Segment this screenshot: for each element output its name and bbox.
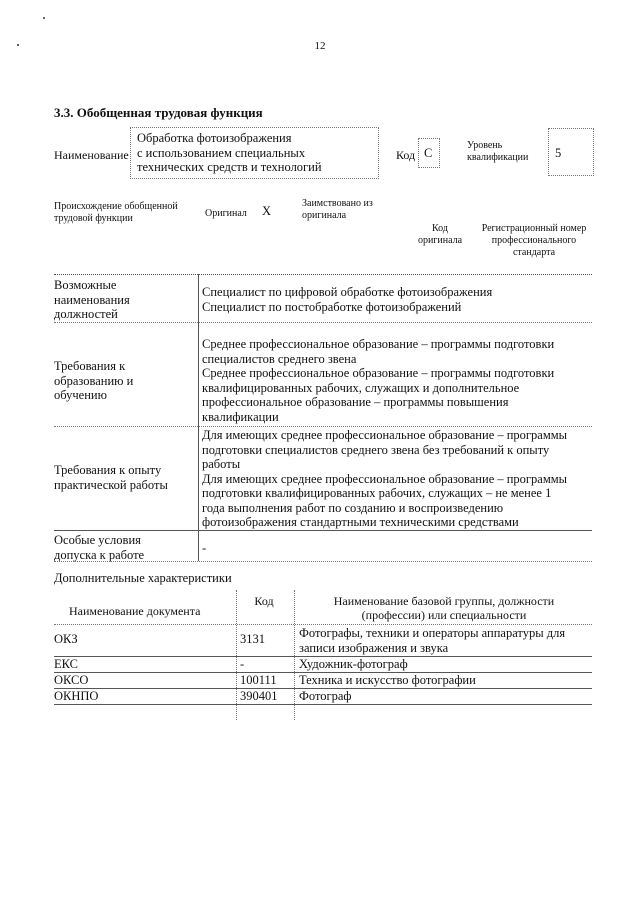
- code-original-line: Код: [432, 223, 448, 234]
- original-label: Оригинал: [205, 208, 247, 219]
- education-value-line: профессиональное образование – программы повышения: [202, 395, 509, 409]
- table-divider: [198, 274, 199, 561]
- table-bottom-border: [54, 561, 592, 562]
- level-value: 5: [555, 146, 562, 160]
- row-code: 3131: [240, 632, 265, 646]
- education-label: [54, 359, 194, 403]
- education-label-line: Требования к: [54, 359, 126, 373]
- reg-number-label: [474, 223, 594, 259]
- level-label-line: Уровень: [467, 140, 503, 151]
- row-code: -: [240, 657, 245, 671]
- education-value-line: квалифицированных рабочих, служащих и дополнительное: [202, 380, 520, 395]
- page-number: 12: [314, 40, 326, 52]
- col-code-header: Код: [254, 594, 274, 608]
- positions-label: [54, 278, 194, 322]
- code-value: C: [424, 146, 433, 160]
- special-label-line: допуска к работе: [54, 547, 145, 562]
- positions-label-line: Возможные: [54, 278, 117, 292]
- name-label: Наименование: [54, 148, 129, 162]
- header-divider: [54, 624, 592, 625]
- level-label: [467, 140, 528, 164]
- table-top-border: [54, 274, 592, 275]
- original-mark: X: [262, 204, 272, 218]
- positions-value-line: Специалист по постобработке фотоизображений: [202, 299, 462, 314]
- experience-value-line: подготовки квалифицированных рабочих, служащих – не менее 1: [202, 486, 552, 500]
- name-value-line: Обработка фотоизображения: [137, 131, 292, 145]
- positions-value: [202, 285, 592, 314]
- row-divider: [54, 322, 592, 323]
- code-value-box: [418, 138, 440, 168]
- additional-title: Дополнительные характеристики: [54, 571, 232, 585]
- experience-label: [54, 463, 194, 492]
- education-value-line: специалистов среднего звена: [202, 351, 357, 366]
- name-value-line: технических средств и технологий: [137, 160, 322, 174]
- row-code: 390401: [240, 689, 278, 703]
- scan-speck: [43, 17, 45, 19]
- col-name-line: Наименование базовой группы, должности: [333, 594, 555, 608]
- row-doc: ЕКС: [54, 657, 78, 671]
- col-divider: [236, 590, 237, 720]
- special-value: -: [202, 541, 207, 555]
- col-divider: [294, 590, 295, 720]
- row-code: 100111: [240, 673, 277, 687]
- experience-value-line: Для имеющих среднее профессиональное образование – программы: [202, 471, 568, 486]
- positions-label-line: наименования: [54, 292, 130, 307]
- experience-value-line: Для имеющих среднее профессиональное образование – программы: [202, 428, 568, 442]
- section-title: 3.3. Обобщенная трудовая функция: [54, 105, 263, 120]
- level-value-box: [548, 128, 594, 176]
- name-value-line: с использованием специальных: [137, 145, 306, 160]
- experience-label-line: Требования к опыту: [54, 463, 162, 477]
- experience-value-line: работы: [202, 457, 241, 471]
- education-value-line: Среднее профессиональное образование – программы подготовки: [202, 366, 555, 380]
- positions-value-line: Специалист по цифровой обработке фотоизображения: [202, 285, 493, 299]
- row-divider: [54, 426, 592, 427]
- borrowed-label-line: оригинала: [302, 210, 347, 221]
- row-name: Художник-фотограф: [299, 657, 408, 671]
- col-doc-header: Наименование документа: [69, 604, 201, 618]
- reg-number-line: профессионального: [491, 235, 577, 246]
- education-value: [202, 337, 592, 424]
- reg-number-line: стандарта: [512, 247, 556, 258]
- experience-value-line: подготовки специалистов среднего звена без требований к опыту: [202, 442, 550, 457]
- special-label-line: Особые условия: [54, 533, 141, 547]
- col-name-header: [296, 594, 592, 622]
- row-name: Техника и искусство фотографии: [299, 673, 476, 687]
- borrowed-label-line: Заимствовано из: [302, 198, 373, 209]
- row-divider: [54, 530, 592, 531]
- positions-label-line: должностей: [54, 307, 118, 321]
- level-label-line: квалификации: [467, 152, 529, 163]
- col-name-line: (профессии) или специальности: [361, 608, 527, 622]
- origin-label-line: трудовой функции: [54, 213, 133, 224]
- code-original-label: [408, 223, 472, 247]
- code-label: Код: [396, 148, 416, 162]
- education-label-line: образованию и: [54, 373, 134, 388]
- row-name: [299, 626, 592, 655]
- row-name-line: записи изображения и звука: [299, 640, 449, 655]
- row-name-line: Фотографы, техники и операторы аппаратуры для: [299, 626, 566, 640]
- row-divider: [54, 704, 592, 705]
- special-label: [54, 533, 194, 562]
- education-label-line: обучению: [54, 388, 107, 402]
- education-value-line: Среднее профессиональное образование – программы подготовки: [202, 337, 555, 351]
- origin-label: [54, 201, 178, 225]
- experience-value-line: фотоизображения стандартными техническими средствами: [202, 515, 519, 529]
- name-value-box: [130, 127, 379, 179]
- education-value-line: квалификации: [202, 409, 279, 424]
- experience-value: [202, 428, 592, 530]
- experience-value-line: года выполнения работ по созданию и воспроизведению: [202, 500, 504, 515]
- borrowed-label: [302, 198, 373, 222]
- reg-number-line: Регистрационный номер: [481, 223, 587, 234]
- origin-label-line: Происхождение обобщенной: [54, 201, 178, 212]
- code-original-line: оригинала: [417, 235, 463, 246]
- experience-label-line: практической работы: [54, 477, 168, 492]
- row-doc: ОКСО: [54, 673, 89, 687]
- row-doc: ОКЗ: [54, 632, 78, 646]
- row-doc: ОКНПО: [54, 689, 99, 703]
- row-name: Фотограф: [299, 689, 352, 703]
